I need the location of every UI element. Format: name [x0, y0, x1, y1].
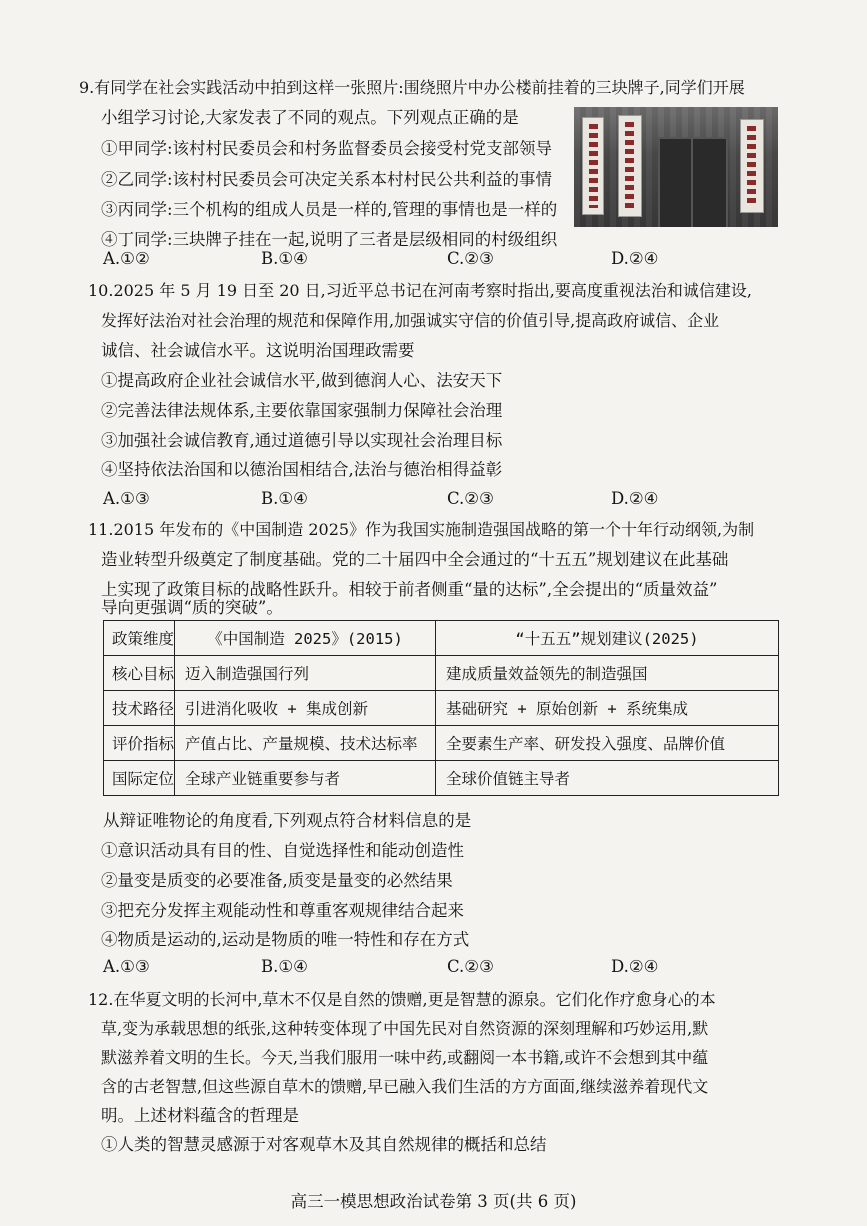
q11-option-b: B.①④: [261, 957, 308, 976]
table-cell: 建成质量效益领先的制造强国: [436, 656, 779, 691]
village-sign-3: [740, 119, 764, 213]
q12-statement-1: ①人类的智慧灵感源于对客观草木及其自然规律的概括和总结: [101, 1135, 547, 1154]
q11-stem-line: 导向更强调“质的突破”。: [101, 598, 283, 617]
village-sign-2: [618, 115, 642, 217]
q9-statement-2: ②乙同学:该村村民委员会可决定关系本村村民公共利益的事情: [101, 170, 553, 189]
table-cell: 国际定位: [104, 761, 175, 796]
q10-stem-line: 发挥好法治对社会治理的规范和保障作用,加强诚实守信的价值引导,提高政府诚信、企业: [101, 311, 720, 330]
table-cell: 全球产业链重要参与者: [175, 761, 436, 796]
table-header-cell: “十五五”规划建议(2025): [436, 621, 779, 656]
q10-statement-2: ②完善法律法规体系,主要依靠国家强制力保障社会治理: [101, 401, 503, 420]
table-cell: 基础研究 + 原始创新 + 系统集成: [436, 691, 779, 726]
q12-stem-line: 明。上述材料蕴含的哲理是: [101, 1106, 299, 1125]
q12-stem-line: 默滋养着文明的生长。今天,当我们服用一味中药,或翻阅一本书籍,或许不会想到其中蕴: [101, 1048, 709, 1067]
q11-statement-2: ②量变是质变的必要准备,质变是量变的必然结果: [101, 871, 453, 890]
table-cell: 产值占比、产量规模、技术达标率: [175, 726, 436, 761]
q9-stem-line: 9.有同学在社会实践活动中拍到这样一张照片:围绕照片中办公楼前挂着的三块牌子,同学们开展: [79, 78, 745, 97]
table-header-row: [104, 621, 779, 656]
q12-stem-line: 含的古老智慧,但这些源自草木的馈赠,早已融入我们生活的方方面面,继续滋养着现代文: [101, 1077, 709, 1096]
q9-option-a: A.①②: [103, 249, 150, 268]
q11-statement-3: ③把充分发挥主观能动性和尊重客观规律结合起来: [101, 901, 464, 920]
q11-option-d: D.②④: [611, 957, 659, 976]
q9-stem-line: 小组学习讨论,大家发表了不同的观点。下列观点正确的是: [101, 108, 519, 127]
q11-statement-4: ④物质是运动的,运动是物质的唯一特性和存在方式: [101, 930, 470, 949]
table-cell: 核心目标: [104, 656, 175, 691]
table-cell: 全要素生产率、研发投入强度、品牌价值: [436, 726, 779, 761]
q10-option-a: A.①③: [103, 489, 150, 508]
q9-option-b: B.①④: [261, 249, 308, 268]
table-cell: 全球价值链主导者: [436, 761, 779, 796]
office-building-photo: [574, 107, 778, 227]
table-row: [104, 656, 779, 691]
q11-stem-line: 11.2015 年发布的《中国制造 2025》作为我国实施制造强国战略的第一个十年行动纲领,为制: [88, 520, 755, 539]
table-cell: 引进消化吸收 + 集成创新: [175, 691, 436, 726]
q9-option-c: C.②③: [447, 249, 494, 268]
q12-stem-line: 草,变为承载思想的纸张,这种转变体现了中国先民对自然资源的深刻理解和巧妙运用,默: [101, 1019, 709, 1038]
q10-option-b: B.①④: [261, 489, 308, 508]
q11-option-a: A.①③: [103, 957, 150, 976]
q12-stem-line: 12.在华夏文明的长河中,草木不仅是自然的馈赠,更是智慧的源泉。它们化作疗愈身心的本: [88, 990, 716, 1009]
q11-question-line: 从辩证唯物论的角度看,下列观点符合材料信息的是: [103, 811, 472, 830]
q9-option-d: D.②④: [611, 249, 659, 268]
table-row: [104, 761, 779, 796]
q11-option-c: C.②③: [447, 957, 494, 976]
q11-stem-line: 造业转型升级奠定了制度基础。党的二十届四中全会通过的“十五五”规划建议在此基础: [101, 550, 729, 569]
q10-stem-line: 诚信、社会诚信水平。这说明治国理政需要: [101, 341, 415, 360]
table-cell: 评价指标: [104, 726, 175, 761]
q10-statement-4: ④坚持依法治国和以德治国相结合,法治与德治相得益彰: [101, 460, 503, 479]
q9-statement-1: ①甲同学:该村村民委员会和村务监督委员会接受村党支部领导: [101, 139, 553, 158]
page-footer: 高三一模思想政治试卷第 3 页(共 6 页): [290, 1192, 577, 1211]
q9-statement-4: ④丁同学:三块牌子挂在一起,说明了三者是层级相同的村级组织: [101, 230, 558, 249]
table-header-cell: 《中国制造 2025》(2015): [175, 621, 436, 656]
q10-statement-3: ③加强社会诚信教育,通过道德引导以实现社会治理目标: [101, 431, 503, 450]
policy-comparison-table: [103, 620, 779, 796]
q10-stem-line: 10.2025 年 5 月 19 日至 20 日,习近平总书记在河南考察时指出,要高度重视法治和诚信建设,: [88, 281, 752, 300]
village-sign-1: [582, 117, 604, 215]
q11-stem-line: 上实现了政策目标的战略性跃升。相较于前者侧重“量的达标”,全会提出的“质量效益”: [101, 580, 718, 599]
q9-statement-3: ③丙同学:三个机构的组成人员是一样的,管理的事情也是一样的: [101, 200, 558, 219]
table-cell: 技术路径: [104, 691, 175, 726]
table-row: [104, 691, 779, 726]
q10-option-c: C.②③: [447, 489, 494, 508]
q10-option-d: D.②④: [611, 489, 659, 508]
office-door: [658, 137, 728, 227]
q10-statement-1: ①提高政府企业社会诚信水平,做到德润人心、法安天下: [101, 371, 503, 390]
table-header-cell: 政策维度: [104, 621, 175, 656]
q11-statement-1: ①意识活动具有目的性、自觉选择性和能动创造性: [101, 841, 464, 860]
table-cell: 迈入制造强国行列: [175, 656, 436, 691]
table-row: [104, 726, 779, 761]
